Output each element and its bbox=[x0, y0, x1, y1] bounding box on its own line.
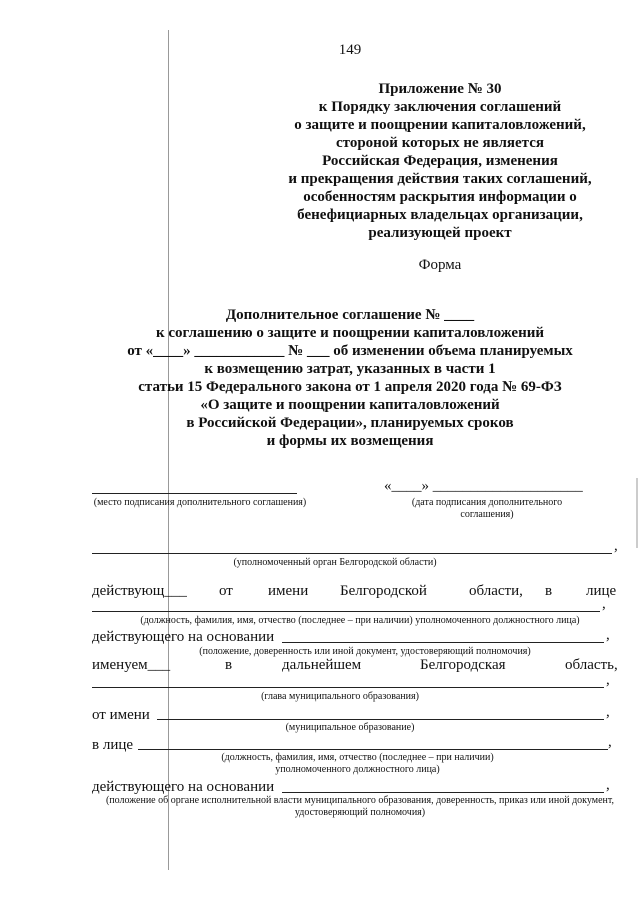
basis-label: действующего на основании bbox=[92, 629, 275, 645]
appendix-line-2: к Порядку заключения соглашений bbox=[318, 99, 562, 115]
date-field[interactable]: «____» ____________________ bbox=[384, 478, 583, 494]
basis2-caption: (положение об органе исполнительной власти муниципального образования, доверенность, приказ или иной документ, удостоверяющий полномочия) bbox=[105, 795, 615, 818]
form-label: Форма bbox=[418, 257, 462, 273]
title-line-1: Дополнительное соглашение № ____ bbox=[225, 307, 475, 323]
comma: , bbox=[606, 777, 610, 793]
acting-word-4: Белгородской bbox=[340, 583, 427, 599]
acting-word-1: действующ___ bbox=[92, 583, 187, 599]
appendix-line-1: Приложение № 30 bbox=[378, 81, 502, 97]
comma: , bbox=[606, 627, 610, 643]
basis-line[interactable] bbox=[282, 642, 604, 643]
on-behalf-label: от имени bbox=[92, 707, 150, 723]
named-word-3: дальнейшем bbox=[282, 657, 362, 673]
appendix-line-5: Российская Федерация, изменения bbox=[322, 153, 558, 169]
authority-caption: (уполномоченный орган Белгородской области) bbox=[233, 557, 437, 568]
basis2-line[interactable] bbox=[282, 792, 604, 793]
named-word-1: именуем___ bbox=[92, 657, 171, 673]
comma: , bbox=[614, 538, 618, 554]
place-signing-line[interactable] bbox=[92, 493, 297, 494]
title-line-2: к соглашению о защите и поощрении капиталовложений bbox=[155, 325, 544, 341]
appendix-line-4: стороной которых не является bbox=[335, 135, 544, 151]
comma: , bbox=[606, 672, 610, 688]
in-person-label: в лице bbox=[92, 737, 134, 753]
authority-line[interactable] bbox=[92, 553, 612, 554]
named-word-2: в bbox=[225, 657, 233, 673]
scan-artifact-line bbox=[168, 30, 169, 870]
comma: , bbox=[602, 596, 606, 612]
comma: , bbox=[608, 734, 612, 750]
position-line[interactable] bbox=[92, 611, 600, 612]
person-line[interactable] bbox=[138, 749, 608, 750]
title-line-7: в Российской Федерации», планируемых сроков bbox=[186, 415, 514, 431]
acting-word-6: в bbox=[545, 583, 553, 599]
appendix-line-6: и прекращения действия таких соглашений, bbox=[288, 171, 592, 187]
page-number: 149 bbox=[338, 42, 362, 58]
municipal-caption: (муниципальное образование) bbox=[285, 722, 415, 733]
person-caption: (должность, фамилия, имя, отчество (последнее – при наличии) уполномоченного должностного лица) bbox=[221, 752, 494, 775]
basis-caption: (положение, доверенность или иной документ, удостоверяющий полномочия) bbox=[199, 646, 531, 657]
acting-word-7: лице bbox=[586, 583, 617, 599]
head-line[interactable] bbox=[92, 687, 604, 688]
title-line-6: «О защите и поощрении капиталовложений bbox=[200, 397, 500, 413]
named-word-4: Белгородская bbox=[420, 657, 506, 673]
appendix-line-8: бенефициарных владельцах организации, bbox=[297, 207, 583, 223]
municipal-line[interactable] bbox=[157, 719, 604, 720]
acting-word-2: от bbox=[219, 583, 233, 599]
head-caption: (глава муниципального образования) bbox=[261, 691, 419, 702]
position-caption: (должность, фамилия, имя, отчество (последнее – при наличии) уполномоченного должностного лица) bbox=[140, 615, 580, 626]
acting-word-3: имени bbox=[268, 583, 309, 599]
date-caption: (дата подписания дополнительного соглашения) bbox=[411, 497, 563, 520]
appendix-line-9: реализующей проект bbox=[368, 225, 512, 241]
place-caption: (место подписания дополнительного соглашения) bbox=[93, 497, 307, 508]
title-line-3: от «____» ____________ № ___ об изменении объема планируемых bbox=[127, 343, 573, 359]
title-line-8: и формы их возмещения bbox=[266, 433, 434, 449]
acting-word-5: области, bbox=[469, 583, 523, 599]
named-word-5: область, bbox=[565, 657, 618, 673]
comma: , bbox=[606, 704, 610, 720]
appendix-line-3: о защите и поощрении капиталовложений, bbox=[294, 117, 586, 133]
scan-edge-mark bbox=[636, 478, 638, 548]
title-line-4: к возмещению затрат, указанных в части 1 bbox=[204, 361, 496, 377]
appendix-line-7: особенностям раскрытия информации о bbox=[303, 189, 577, 205]
title-line-5: статьи 15 Федерального закона от 1 апреля 2020 года № 69-ФЗ bbox=[138, 379, 562, 395]
basis2-label: действующего на основании bbox=[92, 779, 275, 795]
